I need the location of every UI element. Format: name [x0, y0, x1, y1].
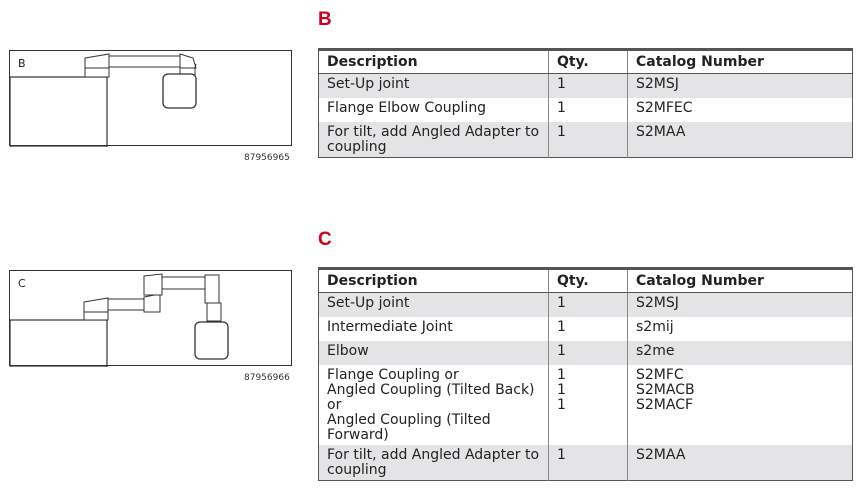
cat-cell [628, 293, 853, 317]
column-header: Qty. [549, 50, 628, 74]
parts-table-b [318, 48, 853, 158]
column-header: Catalog Number [628, 269, 853, 293]
cat-text: S2MSJ [636, 76, 679, 92]
qty-text: 1 [557, 381, 566, 398]
figure-id: 87956965 [244, 153, 290, 163]
desc-text: For tilt, add Angled Adapter to [327, 123, 540, 140]
qty-cell [549, 293, 628, 317]
qty-cell [549, 98, 628, 122]
table-row [319, 341, 853, 365]
table-row [319, 74, 853, 98]
desc-cell [319, 445, 549, 481]
qty-text: 1 [557, 396, 566, 413]
table-row [319, 98, 853, 122]
parts-table-c [318, 267, 853, 481]
cat-text: s2me [636, 342, 675, 359]
desc-text: For tilt, add Angled Adapter to [327, 446, 540, 463]
cat-cell [628, 74, 853, 98]
qty-cell [549, 122, 628, 158]
column-header: Qty. [549, 269, 628, 293]
desc-text: Set-Up joint [327, 295, 410, 311]
desc-cell [319, 365, 549, 445]
desc-text: coupling [327, 461, 387, 478]
arm-diagram-b [10, 51, 293, 147]
figure-c-diagram [9, 270, 292, 366]
qty-text: 1 [557, 446, 566, 463]
desc-cell [319, 122, 549, 158]
qty-text: 1 [557, 123, 566, 140]
column-header: Catalog Number [628, 50, 853, 74]
cat-text: S2MFEC [636, 99, 693, 116]
qty-text: 1 [557, 366, 566, 383]
section-b-heading: B [318, 9, 332, 30]
qty-text: 1 [557, 99, 566, 116]
table-row [319, 122, 853, 158]
cat-cell [628, 317, 853, 341]
cat-text: S2MAA [636, 123, 686, 140]
section-c-heading: C [318, 229, 332, 250]
figure-b-diagram [9, 50, 292, 146]
cat-text: s2mij [636, 318, 674, 335]
desc-text: or [327, 396, 342, 413]
table-header-row [319, 269, 853, 293]
table-row [319, 317, 853, 341]
figure-letter: B [18, 57, 26, 70]
cat-cell [628, 98, 853, 122]
figure-letter: C [18, 277, 26, 290]
table-header-row [319, 50, 853, 74]
desc-text: coupling [327, 138, 387, 155]
qty-text: 1 [557, 318, 566, 335]
qty-text: 1 [557, 76, 566, 92]
desc-text: Set-Up joint [327, 76, 410, 92]
qty-cell [549, 74, 628, 98]
desc-text: Flange Coupling or [327, 366, 459, 383]
desc-cell [319, 293, 549, 317]
qty-cell [549, 341, 628, 365]
desc-text: Angled Coupling (Tilted [327, 411, 491, 428]
desc-cell [319, 98, 549, 122]
qty-cell [549, 445, 628, 481]
cat-cell [628, 122, 853, 158]
arm-diagram-c [10, 271, 293, 367]
cat-text: S2MFC [636, 366, 684, 383]
qty-text: 1 [557, 342, 566, 359]
column-header: Description [319, 50, 549, 74]
cat-cell [628, 341, 853, 365]
desc-text: Elbow [327, 342, 369, 359]
qty-cell [549, 317, 628, 341]
qty-cell [549, 365, 628, 445]
column-header: Description [319, 269, 549, 293]
qty-text: 1 [557, 295, 566, 311]
cat-text: S2MACF [636, 396, 694, 413]
cat-text: S2MACB [636, 381, 695, 398]
figure-id: 87956966 [244, 373, 290, 383]
table-row [319, 365, 853, 445]
desc-text: Angled Coupling (Tilted Back) [327, 381, 535, 398]
cat-cell [628, 445, 853, 481]
desc-text: Intermediate Joint [327, 318, 453, 335]
table-row [319, 445, 853, 481]
desc-cell [319, 74, 549, 98]
cat-text: S2MSJ [636, 295, 679, 311]
cat-cell [628, 365, 853, 445]
desc-cell [319, 317, 549, 341]
desc-cell [319, 341, 549, 365]
cat-text: S2MAA [636, 446, 686, 463]
desc-text: Flange Elbow Coupling [327, 99, 487, 116]
desc-text: Forward) [327, 426, 389, 443]
table-row [319, 293, 853, 317]
